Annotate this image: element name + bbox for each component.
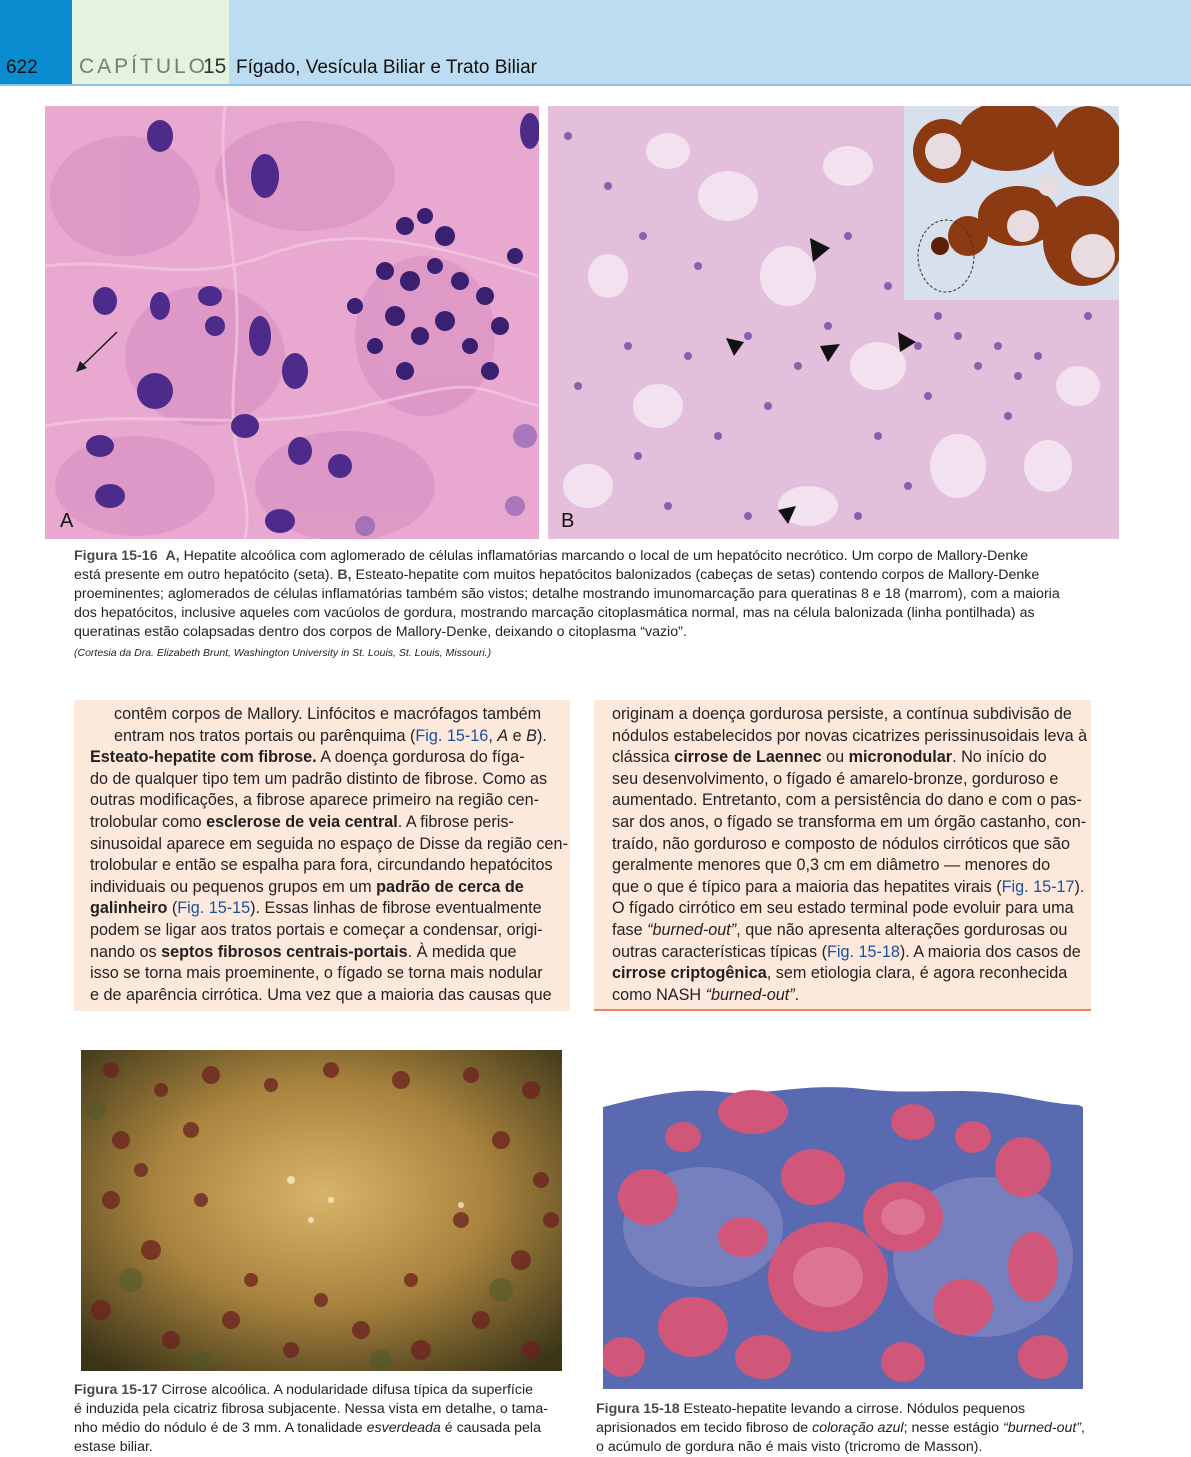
figure-15-18-micrograph — [603, 1077, 1083, 1389]
body-text-left: contêm corpos de Mallory. Linfócitos e macrófagos também entram nos tratos portais ou parênquima (Fig. 15-16, A e B). Esteato-hepatite com fibrose. A doença gordurosa do fíga- do de qualquer tipo tem um padrão distinto de fibrose. Como as outras modificações, a fibrose aparece primeiro na região cen- trolobular como esclerose de veia central. A fibrose peris- sinusoidal aparece em seguida no espaço de Disse da região cen- trolobular e então se espalha para fora, circundando hepatócitos individuais ou pequenos grupos em um padrão de cerca de galinheiro (Fig. 15-15). Essas linhas de fibrose eventualmente podem se ligar aos tratos portais e começar a condensar, origi- nando os septos fibrosos centrais-portais. À medida que isso se torna mais proeminente, o fígado se torna mais nodular e de aparência cirrótica. Uma vez que a maioria das causas que — [90, 705, 568, 1004]
caption-text: está presente em outro hepatócito (seta). — [74, 567, 338, 583]
caption-panel-b: B, — [337, 567, 352, 583]
page-number: 622 — [6, 57, 38, 78]
caption-label: Figura 15-16 — [74, 548, 158, 564]
figure-15-17-caption: Figura 15-17 Cirrose alcoólica. A nodularidade difusa típica da superfície é induzida pela cicatriz fibrosa subjacente. Nessa vista em detalhe, o tama- nho médio do nódulo é de 3 mm. A tonalidade esverdeada é causada pela estase biliar. — [74, 1382, 548, 1455]
figure-15-16a-micrograph — [45, 106, 539, 539]
figure-credit: (Cortesia da Dra. Elizabeth Brunt, Washington University in St. Louis, St. Louis, Missouri.) — [74, 647, 492, 659]
body-text-right: originam a doença gordurosa persiste, a contínua subdivisão de nódulos estabelecidos por novas cicatrizes perissinusoidais leva à clássica cirrose de Laennec ou micronodular. No início do seu desenvolvimento, o fígado é amarelo-bronze, gorduroso e aumentado. Entretanto, com a persistência do dano e com o pas- sar dos anos, o fígado se transforma em um órgão castanho, con- traído, não gorduroso e composto de nódulos cirróticos que são geralmente menores que 0,3 cm em diâmetro — menores do que o que é típico para a maioria das hepatites virais (Fig. 15-17). O fígado cirrótico em seu estado terminal pode evoluir para uma fase “burned-out”, que não apresenta alterações gordurosas ou outras características típicas (Fig. 15-18). A maioria dos casos de cirrose criptogênica, sem etiologia clara, é agora reconhecida como NASH “burned-out”. — [612, 705, 1088, 1004]
caption-label: Figura 15-18 — [596, 1401, 680, 1417]
caption-text: Hepatite alcoólica com aglomerado de células inflamatórias marcando o local de um hepatócito necrótico. Um corpo de Mallory-Denke — [179, 548, 1029, 564]
figure-15-18-caption: Figura 15-18 Esteato-hepatite levando a cirrose. Nódulos pequenos aprisionados em tecido fibroso de coloração azul; nesse estágio “burned-out”, o acúmulo de gordura não é mais visto (tricromo de Masson). — [596, 1401, 1085, 1455]
panel-label-b: B — [561, 510, 575, 532]
figure-15-17-photo — [81, 1050, 562, 1371]
subheading: Esteato-hepatite com fibrose. — [90, 748, 317, 767]
caption-text: Esteato-hepatite com muitos hepatócitos balonizados (cabeças de setas) contendo corpos de Mallory-Denke — [351, 567, 1040, 583]
chapter-number: 15 — [203, 55, 227, 78]
caption-text: dos hepatócitos, inclusive aqueles com vacúolos de gordura, mostrando marcação citoplasmática normal, mas na célula balonizada (linha pontilhada) as — [74, 605, 1035, 621]
caption-panel-a: A, — [165, 548, 180, 564]
chapter-title: Fígado, Vesícula Biliar e Trato Biliar — [236, 57, 537, 78]
figure-reference-link[interactable]: Fig. 15-15 — [177, 899, 251, 918]
caption-text: proeminentes; aglomerados de células inflamatórias também são vistos; detalhe mostrando imunomarcação para queratinas 8 e 18 (marrom), com a maioria — [74, 586, 1060, 602]
header-divider — [0, 84, 1191, 86]
chapter-label: CAPÍTULO — [79, 55, 209, 78]
figure-15-16-caption — [74, 547, 1094, 642]
figure-reference-link[interactable]: Fig. 15-18 — [827, 942, 900, 961]
panel-label-a: A — [60, 510, 74, 532]
figure-15-16b-micrograph — [548, 106, 1119, 539]
caption-text: queratinas estão colapsadas dentro dos corpos de Mallory-Denke, deixando o citoplasma “vazio”. — [74, 624, 687, 640]
caption-label: Figura 15-17 — [74, 1382, 158, 1398]
figure-reference-link[interactable]: Fig. 15-16 — [415, 726, 489, 745]
figure-reference-link[interactable]: Fig. 15-17 — [1001, 877, 1075, 896]
